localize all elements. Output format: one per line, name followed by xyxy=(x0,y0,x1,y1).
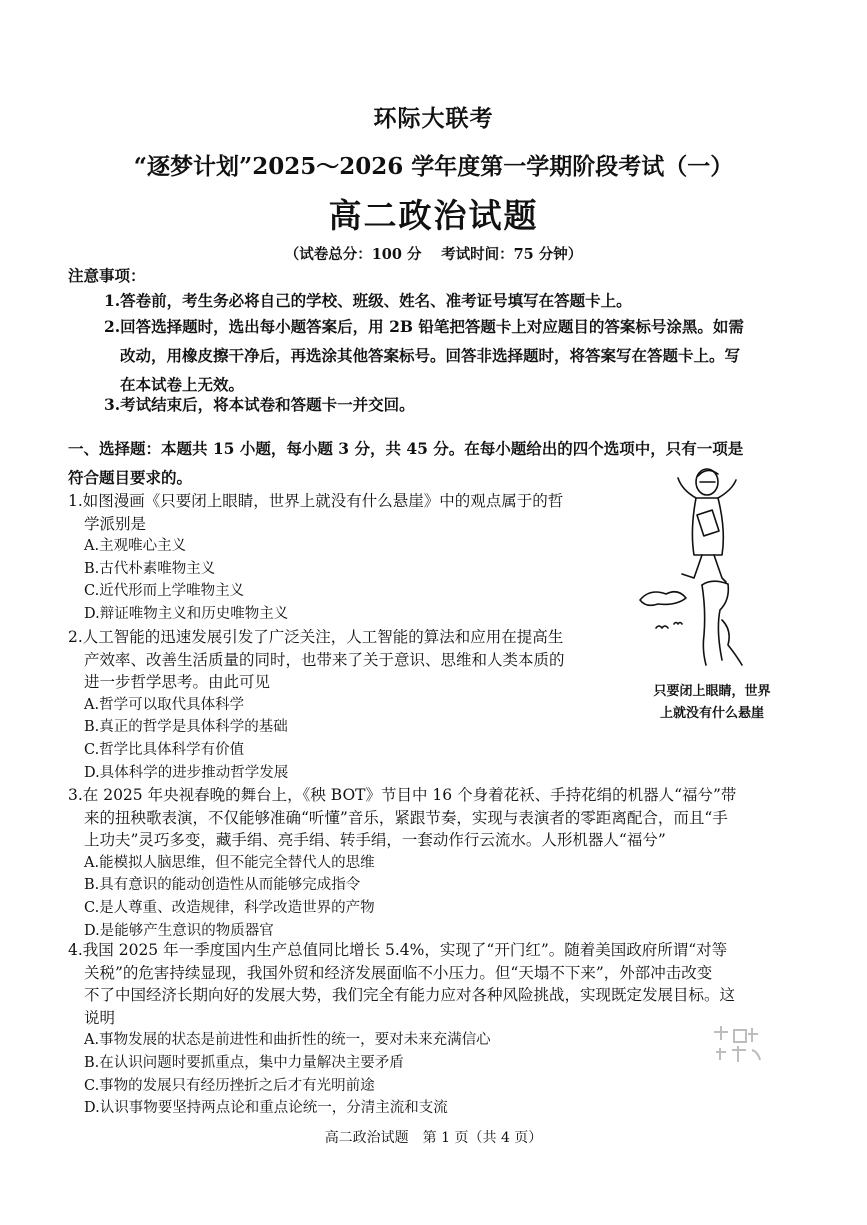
question-1 xyxy=(68,490,628,626)
question-3-stem: 3.在 2025 年央视春晚的舞台上，《秧 BOT》节目中 16 个身着花袄、手持花绢的机器人“福兮”带 xyxy=(68,786,737,804)
question-1-option-a: A.主观唯心主义 xyxy=(84,538,187,555)
question-3-option-a: A.能模拟人脑思维，但不能完全替代人的思维 xyxy=(84,854,375,871)
question-4-option-d: D.认识事物要坚持两点论和重点论统一，分清主流和支流 xyxy=(84,1100,448,1117)
section-heading-line-1: 一、选择题：本题共 15 小题，每小题 3 分，共 45 分。在每小题给出的四个选项中，只有一项是 xyxy=(68,439,744,458)
question-3-stem-cont-2: 上功夫”灵巧多变，藏手绢、亮手绢、转手绢，一套动作行云流水。人形机器人“福兮” xyxy=(84,831,666,850)
notice-item-3: 3.考试结束后，将本试卷和答题卡一并交回。 xyxy=(104,395,415,414)
question-2-stem-cont-2: 进一步哲学思考。由此可见 xyxy=(84,673,271,692)
notice-title: 注意事项： xyxy=(68,266,146,285)
notice-item-2 xyxy=(104,312,804,399)
question-2-option-a: A.哲学可以取代具体科学 xyxy=(84,696,245,713)
exam-session-title: “逐梦计划”2025～2026 学年度第一学期阶段考试（一） xyxy=(133,153,734,180)
cartoon-caption-line-2: 上就没有什么悬崖 xyxy=(659,706,764,721)
question-4-option-a: A.事物发展的状态是前进性和曲折性的统一，要对未来充满信心 xyxy=(84,1032,491,1049)
question-4-stem: 4.我国 2025 年一季度国内生产总值同比增长 5.4%，实现了“开门红”。随着美国政府所谓“对等 xyxy=(68,941,728,959)
question-2-stem: 2.人工智能的迅速发展引发了广泛关注，人工智能的算法和应用在提高生 xyxy=(68,628,564,646)
question-1-stem: 1.如图漫画《只要闭上眼睛，世界上就没有什么悬崖》中的观点属于的哲 xyxy=(68,492,564,510)
question-1-option-d: D.辩证唯物主义和历史唯物主义 xyxy=(84,605,289,622)
exam-organizer: 环际大联考 xyxy=(373,105,494,132)
question-4-stem-cont-1: 关税”的危害持续显现，我国外贸和经济发展面临不小压力。但“天塌不下来”，外部冲击改变 xyxy=(84,963,713,982)
question-1-option-c: C.近代形而上学唯物主义 xyxy=(84,583,245,600)
question-4-option-b: B.在认识问题时要抓重点，集中力量解决主要矛盾 xyxy=(84,1054,404,1071)
section-heading-line-2: 符合题目要求的。 xyxy=(68,468,193,487)
question-2-option-c: C.哲学比具体科学有价值 xyxy=(84,741,245,758)
page-footer: 高二政治试题 第 1 页（共 4 页） xyxy=(324,1130,543,1146)
notice-item-2-line-3: 在本试卷上无效。 xyxy=(120,375,245,394)
question-3-option-c: C.是人尊重、改造规律，科学改造世界的产物 xyxy=(84,899,375,916)
watermark-stamp-image xyxy=(708,1022,768,1066)
question-3 xyxy=(68,784,798,942)
notice-item-2-line-1: 2.回答选择题时，选出每小题答案后，用 2B 铅笔把答题卡上对应题目的答案标号涂黑。如需 xyxy=(104,317,744,336)
question-2-option-b: B.真正的哲学是具体科学的基础 xyxy=(84,719,288,736)
question-4-stem-cont-3: 说明 xyxy=(84,1008,116,1027)
question-4-option-c: C.事物的发展只有经历挫折之后才有光明前途 xyxy=(84,1077,375,1094)
question-4 xyxy=(68,939,798,1120)
question-2-stem-cont-1: 产效率、改善生活质量的同时，也带来了关于意识、思维和人类本质的 xyxy=(84,650,565,669)
question-1-stem-cont: 学派别是 xyxy=(84,514,147,533)
notice-item-1: 1.答卷前，考生务必将自己的学校、班级、姓名、准考证号填写在答题卡上。 xyxy=(104,291,632,310)
question-2-option-d: D.具体科学的进步推动哲学发展 xyxy=(84,764,289,781)
exam-meta: （试卷总分：100 分 考试时间：75 分钟） xyxy=(284,246,583,263)
cliff-cartoon-image xyxy=(632,460,792,675)
question-3-option-d: D.是能够产生意识的物质器官 xyxy=(84,922,274,939)
notice-item-2-line-2: 改动，用橡皮擦干净后，再选涂其他答案标号。回答非选择题时，将答案写在答题卡上。写 xyxy=(120,346,741,365)
question-3-stem-cont-1: 来的扭秧歌表演，不仅能够准确“听懂”音乐，紧跟节奏，实现与表演者的零距离配合，而且“手 xyxy=(84,808,728,827)
question-3-option-b: B.具有意识的能动创造性从而能够完成指令 xyxy=(84,877,361,894)
question-2 xyxy=(68,626,628,784)
page-title: 高二政治试题 xyxy=(328,196,539,235)
question-4-stem-cont-2: 不了中国经济长期向好的发展大势，我们完全有能力应对各种风险挑战，实现既定发展目标。这 xyxy=(84,986,736,1005)
cartoon-caption-line-1: 只要闭上眼睛，世界 xyxy=(653,684,771,699)
question-1-option-b: B.古代朴素唯物主义 xyxy=(84,560,216,577)
